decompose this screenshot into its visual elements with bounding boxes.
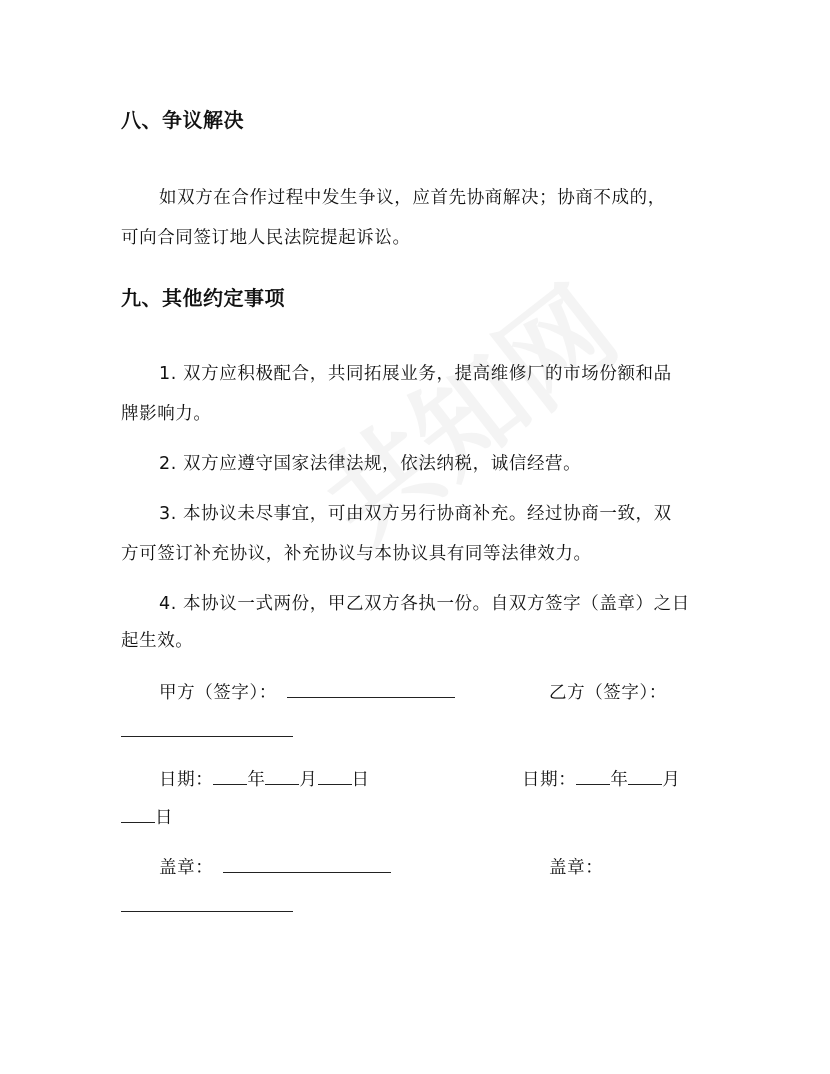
- item-3-line-1: 3. 本协议未尽事宜，可由双方另行协商补充。经过协商一致，双: [159, 504, 672, 524]
- party-b-day-blank[interactable]: [121, 821, 155, 823]
- party-a-month-blank[interactable]: [265, 783, 299, 785]
- party-a-day-label: 日: [351, 770, 370, 790]
- party-b-date-row: [522, 766, 681, 791]
- party-a-year-blank[interactable]: [213, 783, 247, 785]
- party-a-month-label: 月: [299, 770, 318, 790]
- party-a-year-label: 年: [247, 770, 266, 790]
- party-b-seal-blank[interactable]: [121, 911, 293, 912]
- party-b-year-blank[interactable]: [576, 783, 610, 785]
- item-1-line-1: 1. 双方应积极配合，共同拓展业务，提高维修厂的市场份额和品: [159, 364, 672, 384]
- party-a-seal-label: 盖章：: [159, 858, 214, 878]
- party-a-date-label: 日期：: [159, 770, 214, 790]
- section-8-heading: 八、争议解决: [121, 108, 244, 132]
- party-b-month-blank[interactable]: [628, 783, 662, 785]
- party-a-day-blank[interactable]: [318, 783, 352, 785]
- party-a-seal-row: [159, 854, 391, 879]
- party-b-seal-label: 盖章：: [549, 858, 604, 878]
- party-b-day-row: [121, 804, 173, 829]
- party-a-signature-row: [159, 679, 455, 704]
- party-b-date-label: 日期：: [522, 770, 577, 790]
- item-4-line-1: 4. 本协议一式两份，甲乙双方各执一份。自双方签字（盖章）之日: [159, 594, 690, 614]
- party-b-day-label: 日: [155, 808, 174, 828]
- section-9-heading: 九、其他约定事项: [121, 286, 285, 310]
- item-2-line-1: 2. 双方应遵守国家法律法规，依法纳税，诚信经营。: [159, 454, 582, 474]
- party-b-year-label: 年: [610, 770, 629, 790]
- party-b-signature-label: 乙方（签字）：: [549, 683, 667, 703]
- party-a-date-row: [159, 766, 370, 791]
- party-a-seal-blank[interactable]: [223, 871, 391, 873]
- item-1-line-2: 牌影响力。: [121, 404, 212, 424]
- party-a-signature-blank[interactable]: [287, 696, 455, 698]
- item-4-line-2: 起生效。: [121, 631, 194, 651]
- party-b-signature-blank[interactable]: [121, 736, 293, 737]
- section-8-paragraph-line-2: 可向合同签订地人民法院提起诉讼。: [121, 228, 411, 248]
- section-8-paragraph-line-1: 如双方在合作过程中发生争议，应首先协商解决；协商不成的，: [159, 188, 666, 208]
- item-3-line-2: 方可签订补充协议，补充协议与本协议具有同等法律效力。: [121, 544, 592, 564]
- party-b-month-label: 月: [662, 770, 681, 790]
- party-a-signature-label: 甲方（签字）：: [159, 683, 277, 703]
